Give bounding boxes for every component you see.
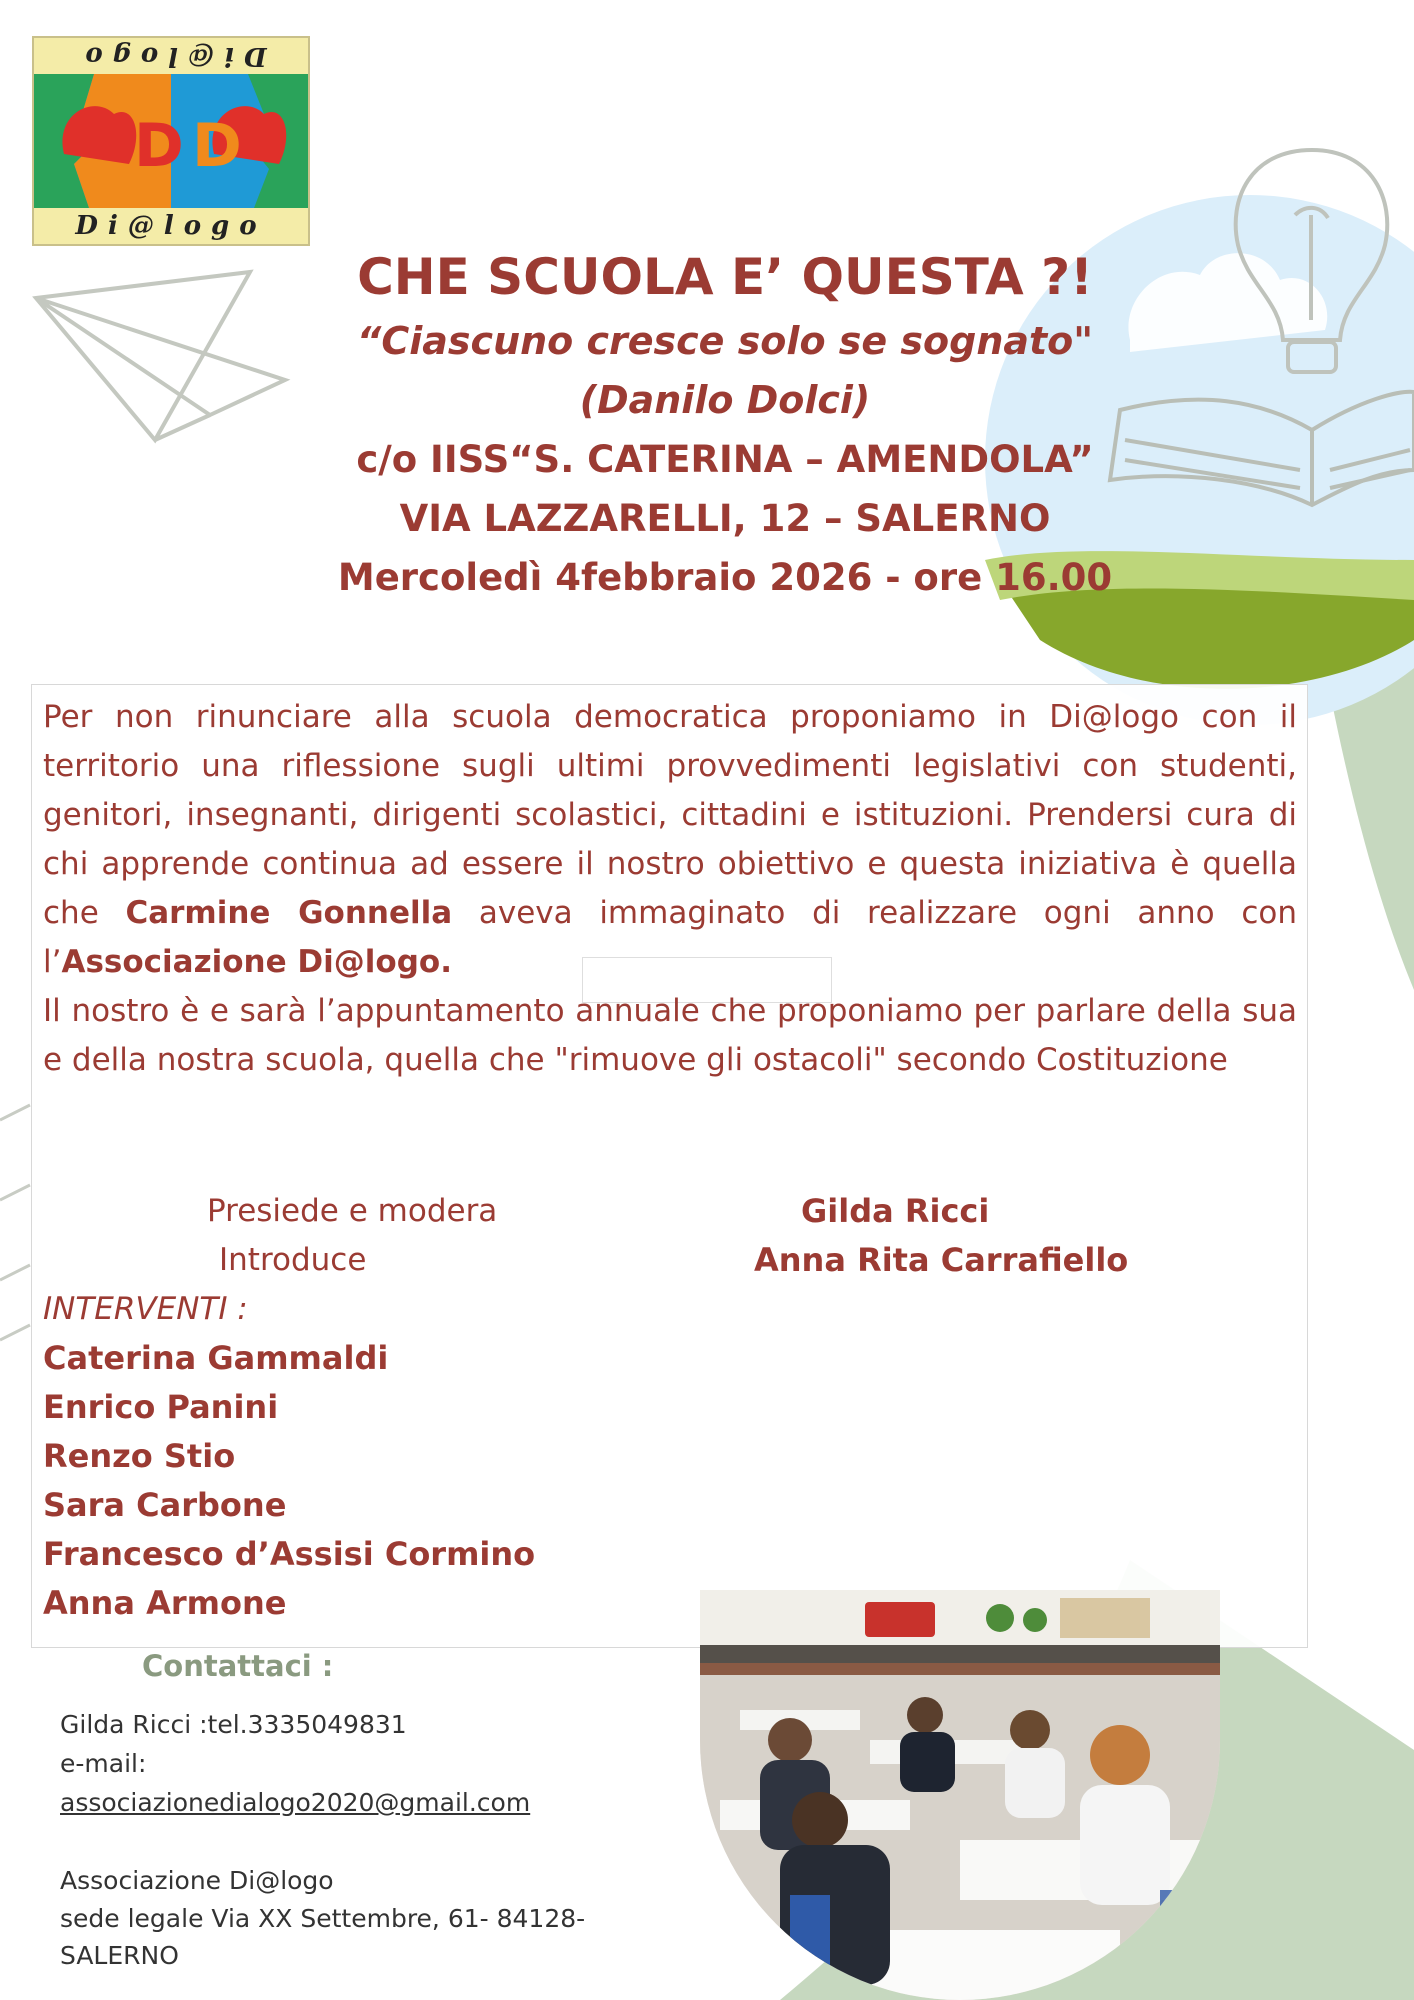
logo-faces-art <box>34 74 308 208</box>
intro-role: Introduce <box>219 1242 367 1278</box>
highlight-name: Carmine Gonnella <box>125 895 453 931</box>
intro-name: Anna Rita Carrafiello <box>754 1241 1129 1279</box>
contact-phone: Gilda Ricci :tel.3335049831 <box>60 1710 407 1739</box>
event-title: CHE SCUOLA E’ QUESTA ?! <box>357 248 1093 306</box>
paper-plane-icon <box>36 272 285 440</box>
chair-role: Presiede e modera <box>207 1193 498 1229</box>
speaker-item: Renzo Stio <box>43 1437 236 1475</box>
logo-text-top: Di@logo <box>75 41 267 71</box>
second-paragraph: Il nostro è e sarà l’appuntamento annuale che proponiamo per parlare della sua e della nostra scuola, quella che "rimuove gli ostacoli" secondo Costituzione <box>43 993 1297 1078</box>
svg-text:D: D <box>134 111 184 181</box>
svg-text:D: D <box>192 111 242 181</box>
speaker-item: Enrico Panini <box>43 1388 279 1426</box>
contact-org: Associazione Di@logo <box>60 1866 334 1895</box>
event-datetime: Mercoledì 4febbraio 2026 - ore 16.00 <box>337 556 1113 599</box>
quote-author: (Danilo Dolci) <box>579 378 871 422</box>
event-address: VIA LAZZARELLI, 12 – SALERNO <box>399 497 1051 540</box>
logo-text-bottom: Di@logo <box>75 211 267 241</box>
event-quote: “Ciascuno cresce solo se sognato" <box>356 319 1094 363</box>
left-sketch-decoration <box>0 1105 30 1340</box>
contact-email-link[interactable]: associazionedialogo2020@gmail.com <box>60 1788 531 1817</box>
event-venue: c/o IISS“S. CATERINA – AMENDOLA” <box>356 438 1094 481</box>
speakers-list <box>43 1334 535 1628</box>
intro-text: Per non rinunciare alla scuola democratica proponiamo in Di@logo con il territorio una riflessione sugli ultimi provvedimenti legislativi con studenti, genitori, insegnanti, dirigenti scolastici, cittadini e istituzioni. Prendersi cura di chi apprende continua ad essere il nostro obiettivo e questa iniziativa è quella che <box>43 699 1297 931</box>
interventi-label: INTERVENTI : <box>43 1291 248 1327</box>
content-box <box>31 684 1308 1648</box>
event-header <box>250 242 1200 607</box>
contact-email-label: e-mail: <box>60 1749 147 1778</box>
dialogo-logo <box>32 36 310 246</box>
association-name: Associazione Di@logo. <box>61 944 452 980</box>
description-paragraph <box>43 693 1297 1085</box>
speaker-item: Caterina Gammaldi <box>43 1339 389 1377</box>
speaker-item: Sara Carbone <box>43 1486 287 1524</box>
contact-address-line1: sede legale Via XX Settembre, 61- 84128- <box>60 1904 586 1933</box>
contact-address-line2: SALERNO <box>60 1941 179 1970</box>
speaker-item: Francesco d’Assisi Cormino <box>43 1535 536 1573</box>
contacts-heading: Contattaci : <box>142 1649 334 1683</box>
intro-text-cont: aveva immaginato di realizzare ogni anno con l’ <box>43 895 1297 980</box>
speaker-item: Anna Armone <box>43 1584 287 1622</box>
chair-name: Gilda Ricci <box>801 1192 990 1230</box>
